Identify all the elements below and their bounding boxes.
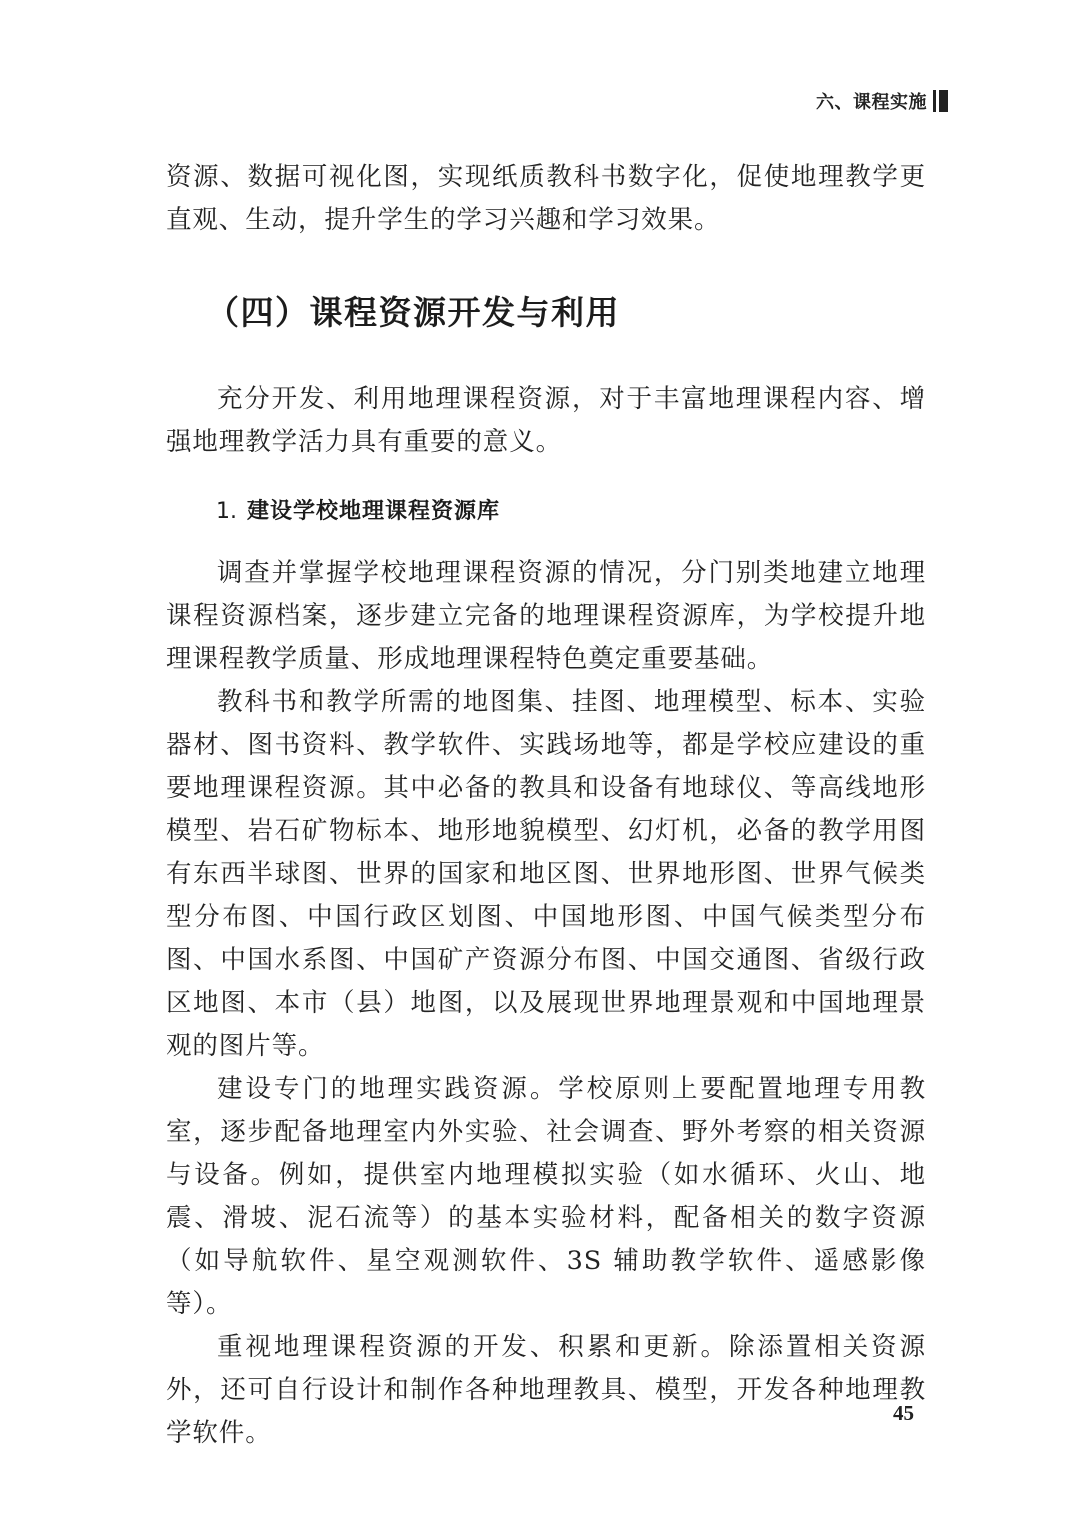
intro-paragraph: 资源、数据可视化图，实现纸质教科书数字化，促使地理教学更直观、生动，提升学生的学习兴趣和学习效果。 <box>166 162 926 235</box>
page-number: 45 <box>893 1401 914 1425</box>
body-paragraph: 调查并掌握学校地理课程资源的情况，分门别类地建立地理课程资源档案，逐步建立完备的地理课程资源库，为学校提升地理课程教学质量、形成地理课程特色奠定重要基础。 <box>166 558 926 674</box>
header-bar-thin <box>933 90 936 112</box>
subsection-heading <box>216 494 500 525</box>
section-heading: （四）课程资源开发与利用 <box>206 293 620 332</box>
intro-paragraph-block <box>166 156 926 242</box>
header-bar-thick <box>939 90 948 112</box>
subsection-title: 建设学校地理课程资源库 <box>247 499 501 524</box>
running-header <box>816 88 948 114</box>
subsection-number: 1. <box>216 499 237 524</box>
body-paragraph: 建设专门的地理实践资源。学校原则上要配置地理专用教室，逐步配备地理室内外实验、社会调查、野外考察的相关资源与设备。例如，提供室内地理模拟实验（如水循环、火山、地震、滑坡、泥石流等）的基本实验材料，配备相关的数字资源（如导航软件、星空观测软件、3S 辅助教学软件、遥感影像等）。 <box>166 1074 926 1319</box>
section-intro-paragraph: 充分开发、利用地理课程资源，对于丰富地理课程内容、增强地理教学活力具有重要的意义。 <box>166 384 926 457</box>
subsection-body <box>166 552 926 1455</box>
section-intro-block <box>166 378 926 464</box>
header-bar-marker-icon <box>933 90 948 112</box>
body-paragraph: 重视地理课程资源的开发、积累和更新。除添置相关资源外，还可自行设计和制作各种地理教具、模型，开发各种地理教学软件。 <box>166 1332 926 1448</box>
running-header-title: 六、课程实施 <box>816 92 927 113</box>
body-paragraph: 教科书和教学所需的地图集、挂图、地理模型、标本、实验器材、图书资料、教学软件、实践场地等，都是学校应建设的重要地理课程资源。其中必备的教具和设备有地球仪、等高线地形模型、岩石矿物标本、地形地貌模型、幻灯机，必备的教学用图有东西半球图、世界的国家和地区图、世界地形图、世界气候类型分布图、中国行政区划图、中国地形图、中国气候类型分布图、中国水系图、中国矿产资源分布图、中国交通图、省级行政区地图、本市（县）地图，以及展现世界地理景观和中国地理景观的图片等。 <box>166 687 926 1061</box>
